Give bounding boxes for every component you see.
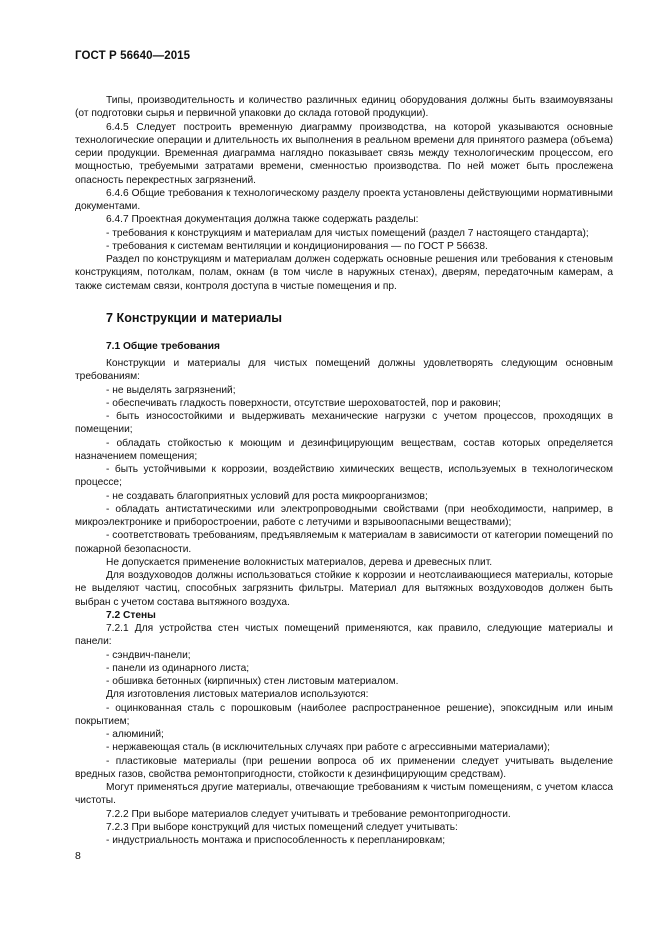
paragraph: Могут применяться другие материалы, отвечающие требованиям к чистым помещениям, с учетом класса чистоты. (75, 782, 613, 807)
document-code-header: ГОСТ Р 56640—2015 (75, 50, 191, 62)
list-item: - индустриальность монтажа и приспособленность к перепланировкам; (106, 835, 446, 846)
list-item: - обеспечивать гладкость поверхности, отсутствие шероховатостей, пор и раковин; (106, 397, 501, 409)
page-number: 8 (75, 850, 81, 862)
list-item: - обладать антистатическими или электропроводными свойствами (при необходимости, например, в микроэлектронике и приборостроении, работе с летучими и взрывоопасными веществами); (75, 503, 613, 528)
paragraph: Типы, производительность и количество различных единиц оборудования должны быть взаимоувязаны (от подготовки сырья и первичной упаковки до склада готовой продукции). (75, 95, 613, 120)
paragraph: Раздел по конструкциям и материалам должен содержать основные решения или требования к стеновым конструкциям, потолкам, полам, окнам (в том числе в наружных стенах), дверям, передаточным камерам, а также системам связи, контроля доступа в чистые помещения и пр. (75, 254, 613, 292)
list-item: - быть устойчивыми к коррозии, воздействию химических веществ, используемых в технологическом процессе; (75, 464, 613, 489)
clause-7-2-1: 7.2.1 Для устройства стен чистых помещений применяются, как правило, следующие материалы и панели: (75, 623, 613, 648)
clause-6-4-7: 6.4.7 Проектная документация должна также содержать разделы: (106, 214, 419, 226)
list-item: - оцинкованная сталь с порошковым (наиболее распространенное решение), эпоксидным или иным покрытием; (75, 702, 613, 727)
list-item: - требования к конструкциям и материалам для чистых помещений (раздел 7 настоящего стандарта); (106, 227, 589, 239)
list-item: - нержавеющая сталь (в исключительных случаях при работе с агрессивными материалами); (106, 742, 550, 754)
list-item: - панели из одинарного листа; (106, 662, 250, 674)
subsection-7-1-title: 7.1 Общие требования (106, 340, 220, 352)
list-item: - не создавать благоприятных условий для роста микроорганизмов; (106, 490, 428, 502)
subsection-7-2-title: 7.2 Стены (106, 609, 156, 621)
list-item: - быть износостойкими и выдерживать механические нагрузки с учетом процессов, проходящих в помещении; (75, 411, 613, 436)
list-item: - соответствовать требованиям, предъявляемым к материалам в зависимости от категории помещений по пожарной безопасности. (75, 530, 613, 555)
list-item: - обшивка бетонных (кирпичных) стен листовым материалом. (106, 676, 399, 687)
document-body (75, 94, 613, 847)
paragraph: Конструкции и материалы для чистых помещений должны удовлетворять следующим основным требованиям: (75, 358, 613, 383)
clause-6-4-5: 6.4.5 Следует построить временную диаграмму производства, на которой указываются основные технологические операции и длительность их выполнения в реальном времени для принятого размера (объема) серии продукции. Временная диаграмма наглядно показывает связь между технологическим процессом, его мощностью, требуемыми затратами времени, сменностью производства. По ней может быть прослежена опасность перекрестных загрязнений. (75, 121, 613, 186)
paragraph: Не допускается применение волокнистых материалов, дерева и древесных плит. (106, 556, 493, 568)
list-item: - требования к системам вентиляции и кондиционирования — по ГОСТ Р 56638. (106, 240, 488, 252)
section-7-title: 7 Конструкции и материалы (106, 310, 282, 325)
paragraph: Для изготовления листовых материалов используются: (106, 689, 369, 701)
clause-6-4-6: 6.4.6 Общие требования к технологическому разделу проекта установлены действующими нормативными документами. (75, 187, 613, 212)
clause-7-2-3: 7.2.3 При выборе конструкций для чистых помещений следует учитывать: (106, 821, 458, 833)
list-item: - пластиковые материалы (при решении вопроса об их применении следует учитывать выделение вредных газов, свойства ремонтопригодности, стойкости к дезинфицирующим средствам). (75, 755, 613, 780)
list-item: - алюминий; (106, 729, 164, 740)
clause-7-2-2: 7.2.2 При выборе материалов следует учитывать и требование ремонтопригодности. (106, 808, 511, 820)
paragraph: Для воздуховодов должны использоваться стойкие к коррозии и неотслаивающиеся материалы, которые не выделяют частиц, способных загрязнить фильтры. Материал для вытяжных воздуховодов должен быть выбран с учетом состава вытяжного воздуха. (75, 570, 613, 608)
list-item: - не выделять загрязнений; (106, 384, 236, 396)
list-item: - обладать стойкостью к моющим и дезинфицирующим веществам, состав которых определяется назначением помещения; (75, 437, 613, 462)
list-item: - сэндвич-панели; (106, 649, 191, 661)
